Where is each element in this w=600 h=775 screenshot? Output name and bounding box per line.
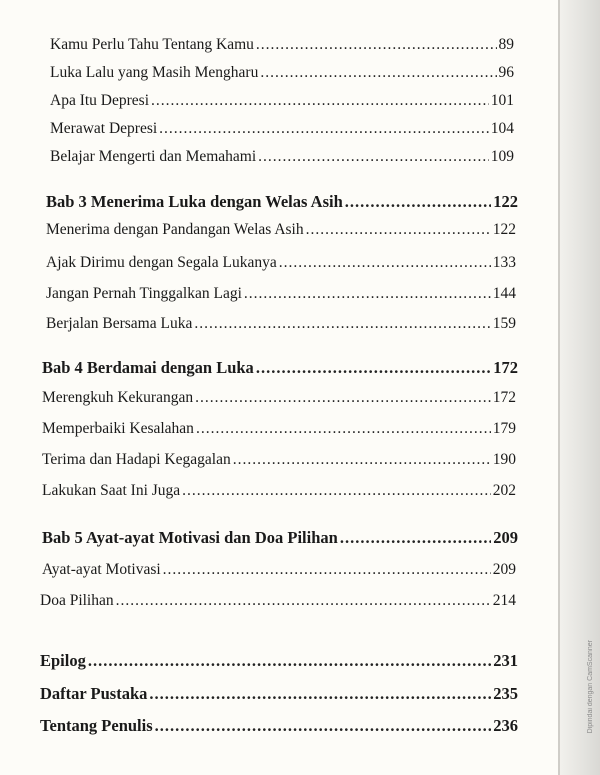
toc-leader-dots [163, 561, 491, 579]
toc-chapter-title: Epilog [40, 651, 86, 670]
toc-entry [46, 254, 516, 272]
toc-entry [46, 285, 516, 303]
toc-entry [46, 221, 516, 239]
toc-leader-dots [116, 592, 491, 610]
toc-chapter-title: Tentang Penulis [40, 716, 153, 735]
toc-leader-dots [258, 148, 489, 166]
toc-page-number: 202 [492, 482, 516, 499]
toc-chapter [46, 192, 518, 212]
toc-leader-dots [233, 451, 491, 469]
toc-entry-title: Merengkuh Kekurangan [42, 389, 194, 406]
toc-entry-title: Terima dan Hadapi Kegagalan [42, 451, 231, 468]
toc-chapter-title: Bab 5 Ayat-ayat Motivasi dan Doa Pilihan [42, 528, 338, 547]
toc-leader-dots [195, 389, 491, 407]
toc-entry [42, 451, 516, 469]
page-edge-line [558, 0, 560, 775]
toc-page-number: 236 [493, 716, 518, 735]
toc-entry [42, 420, 516, 438]
toc-entry-title: Lakukan Saat Ini Juga [42, 482, 181, 499]
toc-leader-dots [279, 254, 491, 272]
toc-page-number: 209 [492, 561, 516, 578]
toc-leader-dots [149, 684, 491, 704]
toc-page-number: 109 [490, 148, 514, 165]
toc-entry [42, 561, 516, 579]
toc-page-number: 101 [490, 92, 514, 109]
toc-chapter-title: Bab 4 Berdamai dengan Luka [42, 358, 254, 377]
toc-page-number: 209 [493, 528, 518, 547]
toc-leader-dots [194, 315, 490, 333]
toc-entry [46, 315, 516, 333]
toc-leader-dots [340, 528, 491, 548]
toc-chapter-title: Daftar Pustaka [40, 684, 148, 703]
toc-entry [50, 120, 514, 138]
toc-chapter [40, 716, 518, 736]
toc-entry [42, 389, 516, 407]
toc-leader-dots [345, 192, 491, 212]
toc-entry-title: Doa Pilihan [40, 592, 114, 609]
toc-leader-dots [306, 221, 491, 239]
toc-entry-title: Luka Lalu yang Masih Mengharu [50, 64, 259, 81]
toc-page-number: 172 [493, 358, 518, 377]
toc-page-number: 122 [493, 192, 518, 211]
toc-entry-title: Menerima dengan Pandangan Welas Asih [46, 221, 304, 238]
toc-page-number: 231 [493, 651, 518, 670]
toc-page-number: 179 [492, 420, 516, 437]
toc-leader-dots [151, 92, 489, 110]
toc-entry-title: Belajar Mengerti dan Memahami [50, 148, 257, 165]
toc-leader-dots [159, 120, 489, 138]
toc-entry-title: Merawat Depresi [50, 120, 158, 137]
toc-page-number: 104 [490, 120, 514, 137]
toc-entry-title: Ajak Dirimu dengan Segala Lukanya [46, 254, 277, 271]
toc-chapter [42, 358, 518, 378]
toc-chapter-title: Bab 3 Menerima Luka dengan Welas Asih [46, 192, 343, 211]
toc-chapter [42, 528, 518, 548]
toc-entry [42, 482, 516, 500]
scanner-watermark: Dipindai dengan CamScanner [587, 640, 594, 734]
toc-entry [50, 92, 514, 110]
toc-entry [50, 36, 514, 54]
toc-entry-title: Jangan Pernah Tinggalkan Lagi [46, 285, 242, 302]
toc-entry [50, 148, 514, 166]
toc-leader-dots [88, 651, 491, 671]
toc-page-number: 133 [492, 254, 516, 271]
toc-page-number: 159 [492, 315, 516, 332]
toc-chapter [40, 651, 518, 671]
toc-entry [50, 64, 514, 82]
toc-entry-title: Kamu Perlu Tahu Tentang Kamu [50, 36, 254, 53]
toc-leader-dots [244, 285, 491, 303]
toc-entry-title: Memperbaiki Kesalahan [42, 420, 194, 437]
toc-entry [40, 592, 516, 610]
toc-leader-dots [256, 36, 497, 54]
toc-leader-dots [260, 64, 496, 82]
toc-page-number: 214 [492, 592, 516, 609]
toc-entry-title: Berjalan Bersama Luka [46, 315, 193, 332]
toc-page-number: 235 [493, 684, 518, 703]
toc-leader-dots [196, 420, 491, 438]
toc-leader-dots [155, 716, 492, 736]
toc-entry-title: Apa Itu Depresi [50, 92, 149, 109]
toc-leader-dots [182, 482, 491, 500]
toc-page-number: 96 [498, 64, 514, 81]
toc-page-number: 172 [492, 389, 516, 406]
toc-page-number: 190 [492, 451, 516, 468]
toc-page-number: 89 [498, 36, 514, 53]
toc-chapter [40, 684, 518, 704]
toc-page-number: 144 [492, 285, 516, 302]
toc-entry-title: Ayat-ayat Motivasi [42, 561, 161, 578]
toc-leader-dots [256, 358, 491, 378]
toc-page-number: 122 [492, 221, 516, 238]
